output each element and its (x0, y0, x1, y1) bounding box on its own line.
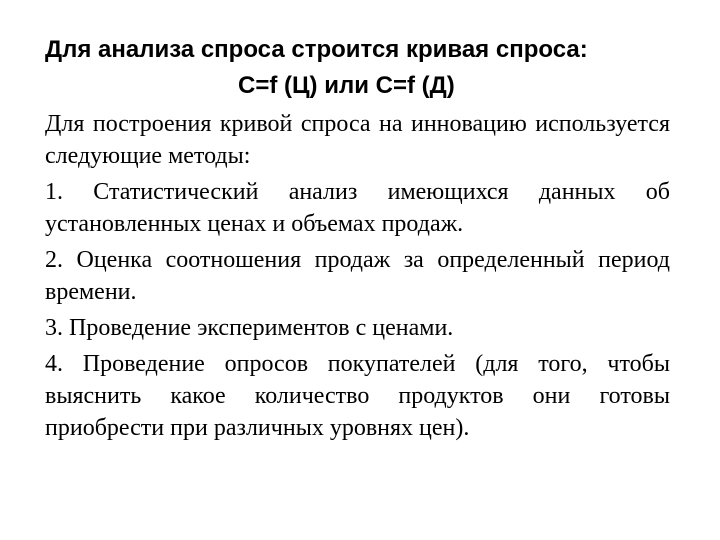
slide-content (45, 34, 670, 444)
method-item-4: 4. Проведение опросов покупателей (для того, чтобы выяснить какое количество продуктов они готовы приобрести при различных уровнях цен). (45, 351, 670, 441)
slide-title: Для анализа спроса строится кривая спроса: (45, 36, 588, 63)
method-item-1: 1. Статистический анализ имеющихся данных об установленных ценах и объемах продаж. (45, 179, 670, 237)
method-item-3: 3. Проведение экспериментов с ценами. (45, 315, 454, 341)
methods-list (45, 176, 670, 444)
method-item-2: 2. Оценка соотношения продаж за определенный период времени. (45, 247, 670, 305)
demand-formula: С=f (Ц) или С=f (Д) (238, 72, 455, 99)
intro-paragraph: Для построения кривой спроса на инновацию используется следующие методы: (45, 111, 670, 169)
